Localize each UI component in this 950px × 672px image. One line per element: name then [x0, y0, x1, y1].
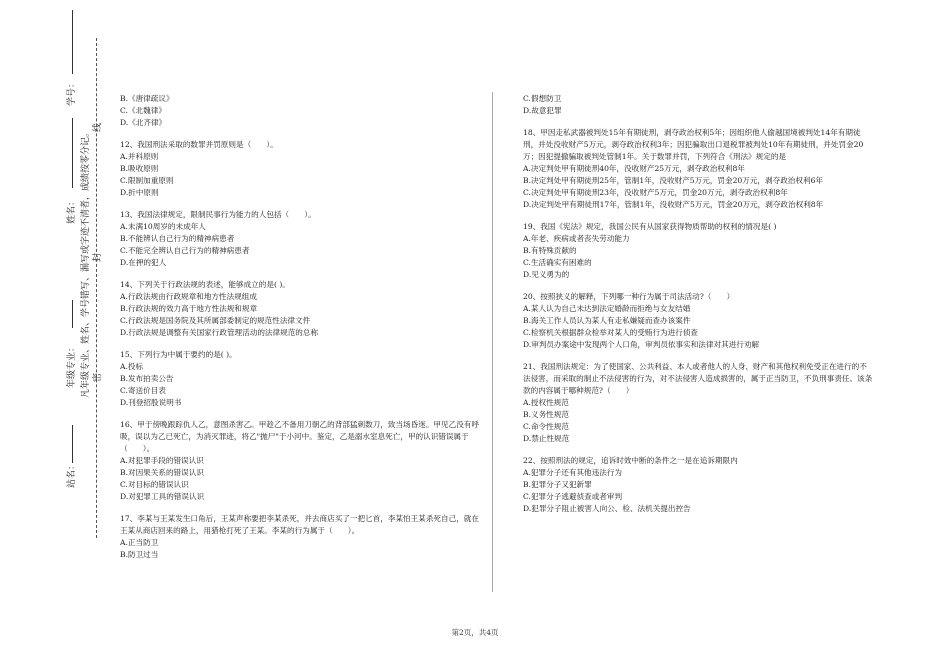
option: A.决定判处甲有期徒刑40年，没收财产25万元，剥夺政治权利8年: [523, 164, 745, 173]
question-stem: 22、按照刑法的规定，追诉时效中断的条件之一是在追诉期限内: [523, 456, 738, 465]
option: D.《北齐律》: [120, 118, 167, 127]
option: B.防卫过当: [120, 550, 159, 559]
question-16: [120, 419, 480, 503]
question-stem: 13、我国法律规定，限制民事行为能力的人包括（ ）。: [120, 210, 316, 219]
option: D.禁止性规范: [523, 434, 570, 443]
line-mark: 线: [93, 122, 103, 132]
question-stem: 17、李某与王某发生口角后，王某声称要把李某杀死，并去商店买了一把匕首，李某怕王某杀死自己，就在王某从商店回来的路上，用猎枪打死了王某。李某的行为属于（ ）。: [120, 514, 479, 535]
option: D.在押的犯人: [120, 258, 167, 267]
option: C.对目标的错误认识: [120, 480, 189, 489]
option: B.决定判处甲有期徒刑25年，管制1年，没收财产5万元，罚金20万元，剥夺政治权利6年: [523, 176, 823, 185]
option: A.未满10周岁的未成年人: [120, 222, 206, 231]
question-stem: 15、下列行为中属于要约的是( )。: [120, 350, 237, 359]
school-underline: [72, 425, 73, 463]
school-label: 站名：: [67, 460, 77, 488]
name-label: 姓名：: [67, 196, 77, 224]
question-stem: 19、我国《宪法》规定，我国公民有从国家获得物质帮助的权利的情况是( ): [523, 222, 777, 231]
option: C.生活确实有困难的: [523, 258, 592, 267]
question-17: [120, 513, 480, 561]
class-label: 年级专业：: [67, 342, 77, 388]
student-id-label: 学号：: [67, 78, 77, 106]
question-stem: 14、下列关于行政法规的表述，能够成立的是( )。: [120, 280, 290, 289]
question-stem: 21、我国刑法规定：为了使国家、公共利益、本人或者他人的人身、财产和其他权利免受正在进行的不法侵害，而采取的制止不法侵害的行为，对不法侵害人造成损害的，属于正当防卫，不负刑事责任。该条款的内容属于哪种规范?（ ）: [523, 362, 873, 395]
option: D.审判员办案途中发现两个人口角，审判员依事实和法律对其进行劝解: [523, 340, 760, 349]
option: B.海关工作人员认为某人有走私嫌疑而查办该案件: [523, 316, 691, 325]
question-15: [120, 349, 480, 409]
column-divider: [492, 92, 493, 592]
left-column: [120, 93, 480, 571]
option: B.行政法规的效力高于地方性法规和规章: [120, 304, 258, 313]
option: C.行政法规是国务院及其所属部委制定的规范性法律文件: [120, 316, 311, 325]
option: D.刊登招股说明书: [120, 398, 182, 407]
class-underline: [72, 300, 73, 328]
question-18: [523, 127, 873, 211]
option: C.命令性规范: [523, 422, 569, 431]
instruction-line: 凡年级专业、姓名、学号错写、漏写或字迹不清者，成绩按零分记。: [81, 127, 91, 398]
question-stem: 20、按照狭义的解释，下列哪一种行为属于司法活动?（ ）: [523, 292, 735, 301]
question-19: [523, 221, 873, 281]
question-17-tail: [523, 93, 873, 117]
question-20: [523, 291, 873, 351]
question-13: [120, 209, 480, 269]
option: C.假想防卫: [523, 94, 562, 103]
question-stem: 18、甲因走私武器被判处15年有期徒刑，剥夺政治权利5年；因组织他人偷越国境被判处14年有期徒刑，并处没收财产5万元，剥夺政治权利3年；因犯骗取出口退税罪被判处10年有期徒刑，并处罚金20万；因犯提撤骗取被判处管制1年。关于数罪并罚，下列符合《刑法》规定的是: [523, 128, 864, 161]
option: A.授权性规范: [523, 398, 569, 407]
option: C.检察机关根据群众检举对某人的受贿行为进行侦查: [523, 328, 699, 337]
name-underline: [72, 118, 73, 188]
binding-dashed-line: [96, 38, 97, 538]
option: A.投标: [120, 362, 144, 371]
option: B.有特殊贡献的: [523, 246, 577, 255]
option: C.犯罪分子逃避侦查或者审判: [523, 492, 623, 501]
question-11-tail: [120, 93, 480, 129]
option: C.不能完全辨认自己行为的精神病患者: [120, 246, 250, 255]
question-stem: 16、甲于傍晚跟踪仇人乙，意图杀害乙。甲趁乙不备用刀朝乙的背部猛刺数刀，致当场昏迷。甲见乙没有呼吸，误以为乙已死亡，为消灭罪迹，将乙"抛尸"于小河中。鉴定，乙是溺水室息死亡，甲的认识错误属于（ ）。: [120, 420, 479, 453]
option: D.决定判处甲有期徒刑17年，管制1年，没收财产5万元，罚金20万元，剥夺政治权利8年: [523, 200, 824, 209]
option: C.决定判处甲有期徒刑23年，没收财产5万元，罚金20万元，剥夺政治权利8年: [523, 188, 788, 197]
option: D.折中原则: [120, 188, 159, 197]
question-stem: 12、我国刑法采取的数罪并罚原则是（ ）。: [120, 140, 278, 149]
option: D.见义勇为的: [523, 270, 570, 279]
seal-mark: 密: [93, 372, 103, 382]
option: B.吸收原则: [120, 164, 159, 173]
option: D.故意犯罪: [523, 106, 562, 115]
question-21: [523, 361, 873, 445]
option: B.义务性规范: [523, 410, 569, 419]
bind-mark: 封: [93, 252, 103, 262]
option: A.犯罪分子还有其他违法行为: [523, 468, 623, 477]
option: B.发布拍卖公告: [120, 374, 174, 383]
option: C.《北魏律》: [120, 106, 166, 115]
option: C.寄送价目表: [120, 386, 166, 395]
option: A.并科原则: [120, 152, 159, 161]
right-column: [523, 93, 873, 525]
option: B.不能辨认自己行为的精神病患者: [120, 234, 235, 243]
question-14: [120, 279, 480, 339]
option: B.对因果关系的错误认识: [120, 468, 204, 477]
option: B.《唐律疏议》: [120, 94, 174, 103]
option: A.行政法规由行政规章和地方性法规组成: [120, 292, 257, 301]
option: D.行政法规是调整有关国家行政管理活动的法律规范的总称: [120, 328, 319, 337]
option: A.年老、疾病或者丧失劳动能力: [523, 234, 630, 243]
option: C.限制加重原则: [120, 176, 174, 185]
option: D.对犯罪工具的错误认识: [120, 492, 205, 501]
option: A.对犯罪手段的错误认识: [120, 456, 204, 465]
option: A.正当防卫: [120, 538, 159, 547]
option: A.某人认为自己未达到法定婚龄而拒绝与女友结婚: [523, 304, 691, 313]
option: D.犯罪分子阻止被害人向公、检、法机关提出控告: [523, 504, 691, 513]
option: B.犯罪分子又犯新罪: [523, 480, 592, 489]
question-12: [120, 139, 480, 199]
page-footer: 第2页，共4页: [451, 628, 499, 637]
question-22: [523, 455, 873, 515]
student-id-underline: [72, 10, 73, 74]
